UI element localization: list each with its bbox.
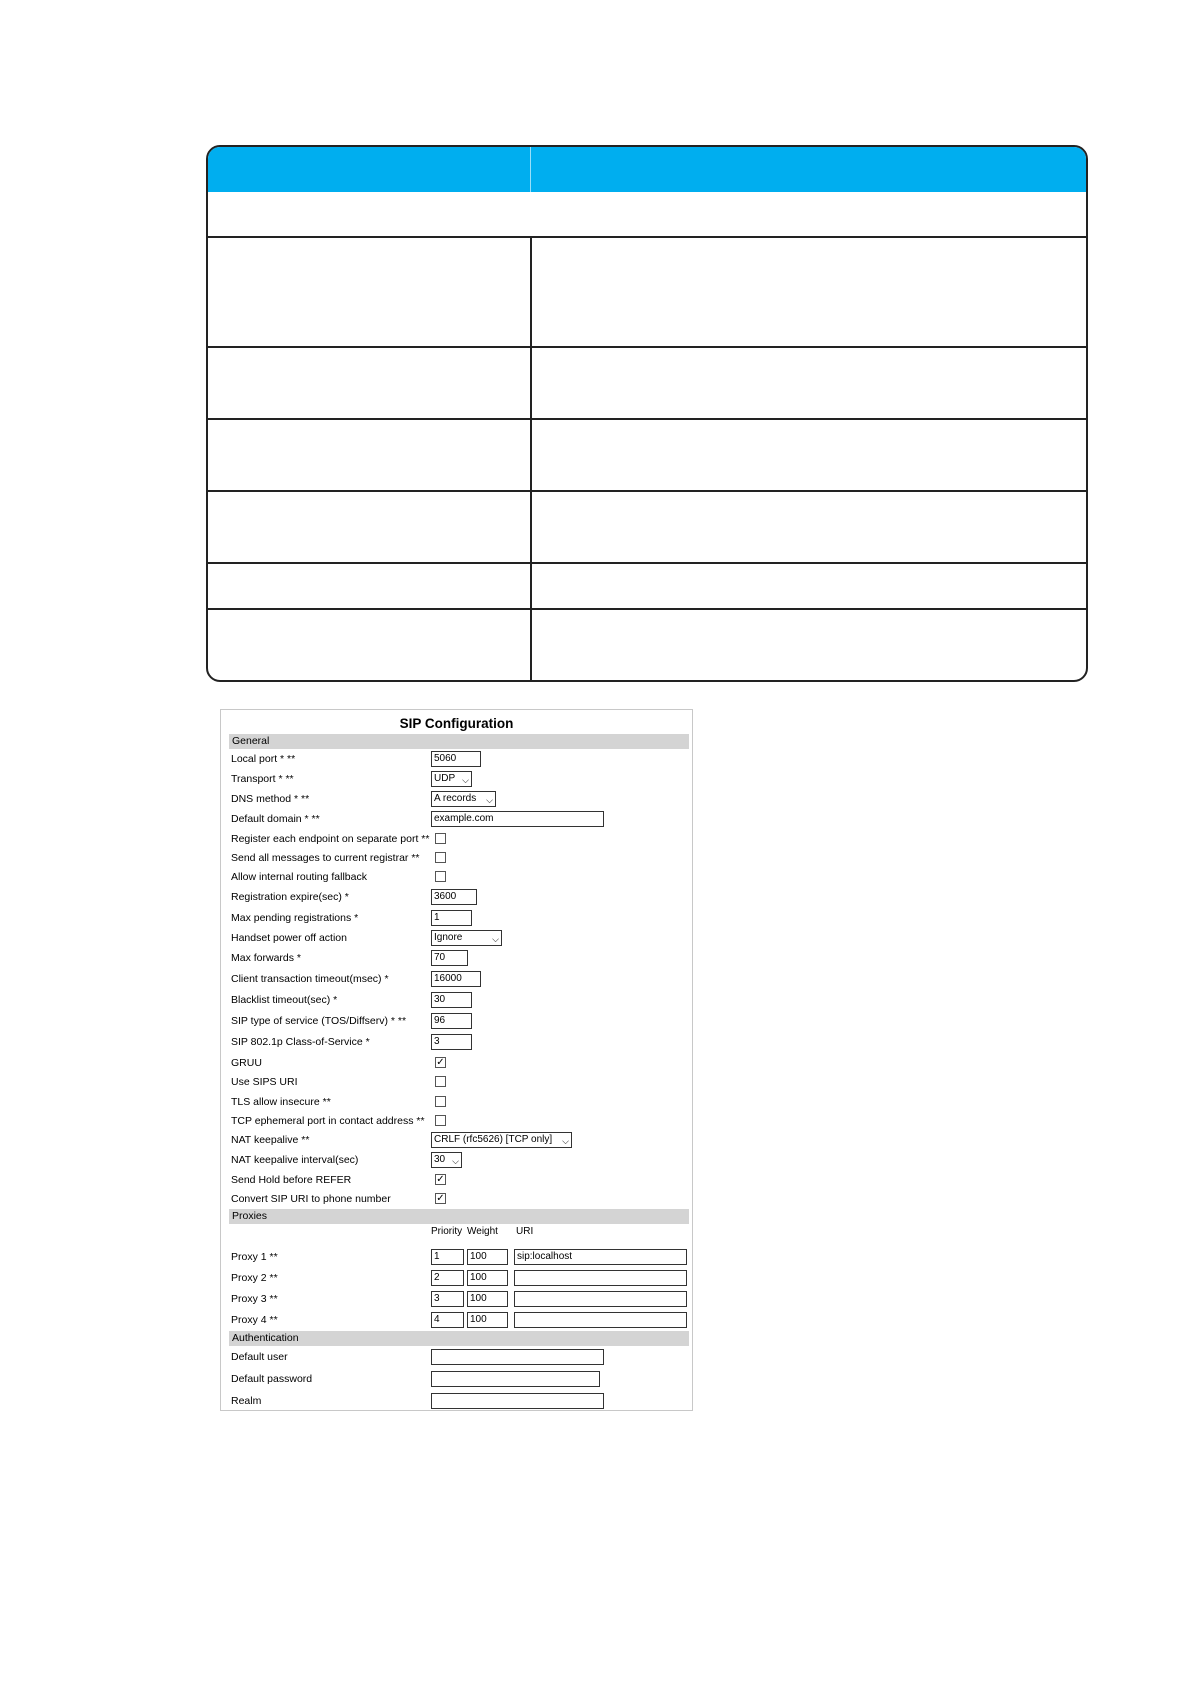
table-row-divider (208, 562, 1086, 564)
transport-value: UDP (434, 773, 456, 784)
tos-row (221, 1013, 692, 1031)
transport-select[interactable] (431, 771, 472, 787)
default-user-input[interactable] (431, 1349, 604, 1365)
sips-label: Use SIPS URI (231, 1076, 298, 1088)
gruu-label: GRUU (231, 1057, 262, 1069)
proxy-label: Proxy 1 ** (231, 1251, 278, 1263)
document-table (206, 145, 1088, 682)
proxy-priority-input[interactable]: 2 (431, 1270, 464, 1286)
allow-fallback-label: Allow internal routing fallback (231, 871, 367, 883)
transport-label: Transport * ** (231, 773, 294, 785)
proxy-weight-input[interactable]: 100 (467, 1270, 508, 1286)
dns-method-label: DNS method * ** (231, 793, 310, 805)
allow-fallback-row (221, 869, 692, 887)
proxy-weight-input[interactable]: 100 (467, 1249, 508, 1265)
tcp-ephemeral-checkbox[interactable] (435, 1115, 446, 1126)
default-domain-row (221, 811, 692, 829)
proxy-priority-input[interactable]: 1 (431, 1249, 464, 1265)
send-all-label: Send all messages to current registrar ** (231, 852, 420, 864)
cos-input[interactable]: 3 (431, 1034, 472, 1050)
tos-label: SIP type of service (TOS/Diffserv) * ** (231, 1015, 407, 1027)
convert-uri-label: Convert SIP URI to phone number (231, 1193, 391, 1205)
proxy-uri-input[interactable] (514, 1312, 687, 1328)
local-port-label: Local port * ** (231, 753, 296, 765)
convert-uri-checkbox[interactable]: ✓ (436, 1193, 445, 1204)
proxy-row (221, 1312, 692, 1330)
chevron-down-icon: ⌵ (492, 934, 499, 944)
uri-column-header: URI (516, 1226, 534, 1237)
table-row-divider (208, 490, 1086, 492)
blacklist-timeout-row (221, 992, 692, 1010)
chevron-down-icon: ⌵ (562, 1136, 569, 1146)
nat-interval-select[interactable] (431, 1152, 462, 1168)
realm-row (221, 1393, 692, 1411)
dns-method-select[interactable] (431, 791, 496, 807)
send-all-row (221, 850, 692, 868)
proxy-uri-input[interactable] (514, 1270, 687, 1286)
proxy-row (221, 1291, 692, 1309)
cos-row (221, 1034, 692, 1052)
reg-expire-input[interactable]: 3600 (431, 889, 477, 905)
handset-power-row (221, 930, 692, 948)
hold-refer-checkbox[interactable]: ✓ (436, 1174, 445, 1185)
proxy-label: Proxy 4 ** (231, 1314, 278, 1326)
tos-input[interactable]: 96 (431, 1013, 472, 1029)
table-column-divider (530, 236, 532, 682)
max-pending-row (221, 910, 692, 928)
proxy-uri-input[interactable] (514, 1291, 687, 1307)
proxy-priority-input[interactable]: 4 (431, 1312, 464, 1328)
local-port-row (221, 751, 692, 769)
table-row-divider (208, 418, 1086, 420)
sips-row (221, 1074, 692, 1092)
handset-power-select[interactable] (431, 930, 502, 946)
sip-configuration-panel (220, 709, 693, 1411)
tcp-ephemeral-label: TCP ephemeral port in contact address ** (231, 1115, 425, 1127)
chevron-down-icon: ⌵ (452, 1156, 459, 1166)
handset-power-label: Handset power off action (231, 932, 347, 944)
hold-refer-label: Send Hold before REFER (231, 1174, 352, 1186)
nat-interval-row (221, 1152, 692, 1170)
table-row-divider (208, 608, 1086, 610)
reg-expire-label: Registration expire(sec) * (231, 891, 349, 903)
proxy-row (221, 1270, 692, 1288)
chevron-down-icon: ⌵ (462, 775, 469, 785)
allow-fallback-checkbox[interactable] (435, 871, 446, 882)
client-timeout-row (221, 971, 692, 989)
priority-column-header: Priority (431, 1226, 463, 1237)
default-user-label: Default user (231, 1351, 288, 1363)
table-row-divider (208, 346, 1086, 348)
tls-insecure-label: TLS allow insecure ** (231, 1096, 331, 1108)
default-user-row (221, 1349, 692, 1367)
register-each-row (221, 831, 692, 849)
nat-keepalive-label: NAT keepalive ** (231, 1134, 310, 1146)
nat-interval-label: NAT keepalive interval(sec) (231, 1154, 359, 1166)
proxy-uri-input[interactable]: sip:localhost (514, 1249, 687, 1265)
section-proxies: Proxies (229, 1209, 689, 1224)
section-authentication: Authentication (229, 1331, 689, 1346)
blacklist-timeout-label: Blacklist timeout(sec) * (231, 994, 338, 1006)
proxy-weight-input[interactable]: 100 (467, 1312, 508, 1328)
hold-refer-row (221, 1172, 692, 1190)
proxy-weight-input[interactable]: 100 (467, 1291, 508, 1307)
register-each-checkbox[interactable] (435, 833, 446, 844)
gruu-checkbox[interactable]: ✓ (436, 1057, 445, 1068)
max-forwards-label: Max forwards * (231, 952, 302, 964)
proxy-label: Proxy 2 ** (231, 1272, 278, 1284)
default-domain-input[interactable]: example.com (431, 811, 604, 827)
max-forwards-input[interactable]: 70 (431, 950, 468, 966)
gruu-row (221, 1055, 692, 1073)
nat-keepalive-value: CRLF (rfc5626) [TCP only] (434, 1134, 553, 1145)
reg-expire-row (221, 889, 692, 907)
table-row-divider (208, 236, 1086, 238)
proxy-label: Proxy 3 ** (231, 1293, 278, 1305)
local-port-input[interactable]: 5060 (431, 751, 481, 767)
nat-interval-value: 30 (434, 1154, 446, 1165)
default-password-input[interactable] (431, 1371, 600, 1387)
blacklist-timeout-input[interactable]: 30 (431, 992, 472, 1008)
nat-keepalive-row (221, 1132, 692, 1150)
weight-column-header: Weight (467, 1226, 498, 1237)
nat-keepalive-select[interactable] (431, 1132, 572, 1148)
default-domain-label: Default domain * ** (231, 813, 320, 825)
handset-power-value: Ignore (434, 932, 463, 943)
dns-method-row (221, 791, 692, 809)
default-password-label: Default password (231, 1373, 313, 1385)
section-general: General (229, 734, 689, 749)
max-pending-input[interactable]: 1 (431, 910, 472, 926)
max-pending-label: Max pending registrations * (231, 912, 359, 924)
tls-insecure-checkbox[interactable] (435, 1096, 446, 1107)
transport-row (221, 771, 692, 789)
client-timeout-input[interactable]: 16000 (431, 971, 481, 987)
table-header-bar (208, 147, 1086, 192)
send-all-checkbox[interactable] (435, 852, 446, 863)
tls-insecure-row (221, 1094, 692, 1112)
proxy-priority-input[interactable]: 3 (431, 1291, 464, 1307)
table-header-divider (530, 147, 531, 192)
cos-label: SIP 802.1p Class-of-Service * (231, 1036, 370, 1048)
realm-label: Realm (231, 1395, 262, 1407)
proxy-row (221, 1249, 692, 1267)
client-timeout-label: Client transaction timeout(msec) * (231, 973, 389, 985)
max-forwards-row (221, 950, 692, 968)
sips-checkbox[interactable] (435, 1076, 446, 1087)
convert-uri-row (221, 1191, 692, 1209)
panel-title: SIP Configuration (399, 716, 514, 731)
tcp-ephemeral-row (221, 1113, 692, 1131)
realm-input[interactable] (431, 1393, 604, 1409)
default-password-row (221, 1371, 692, 1389)
dns-method-value: A records (434, 793, 477, 804)
chevron-down-icon: ⌵ (486, 795, 493, 805)
proxy-column-headers (221, 1226, 692, 1240)
register-each-label: Register each endpoint on separate port ** (231, 833, 430, 845)
